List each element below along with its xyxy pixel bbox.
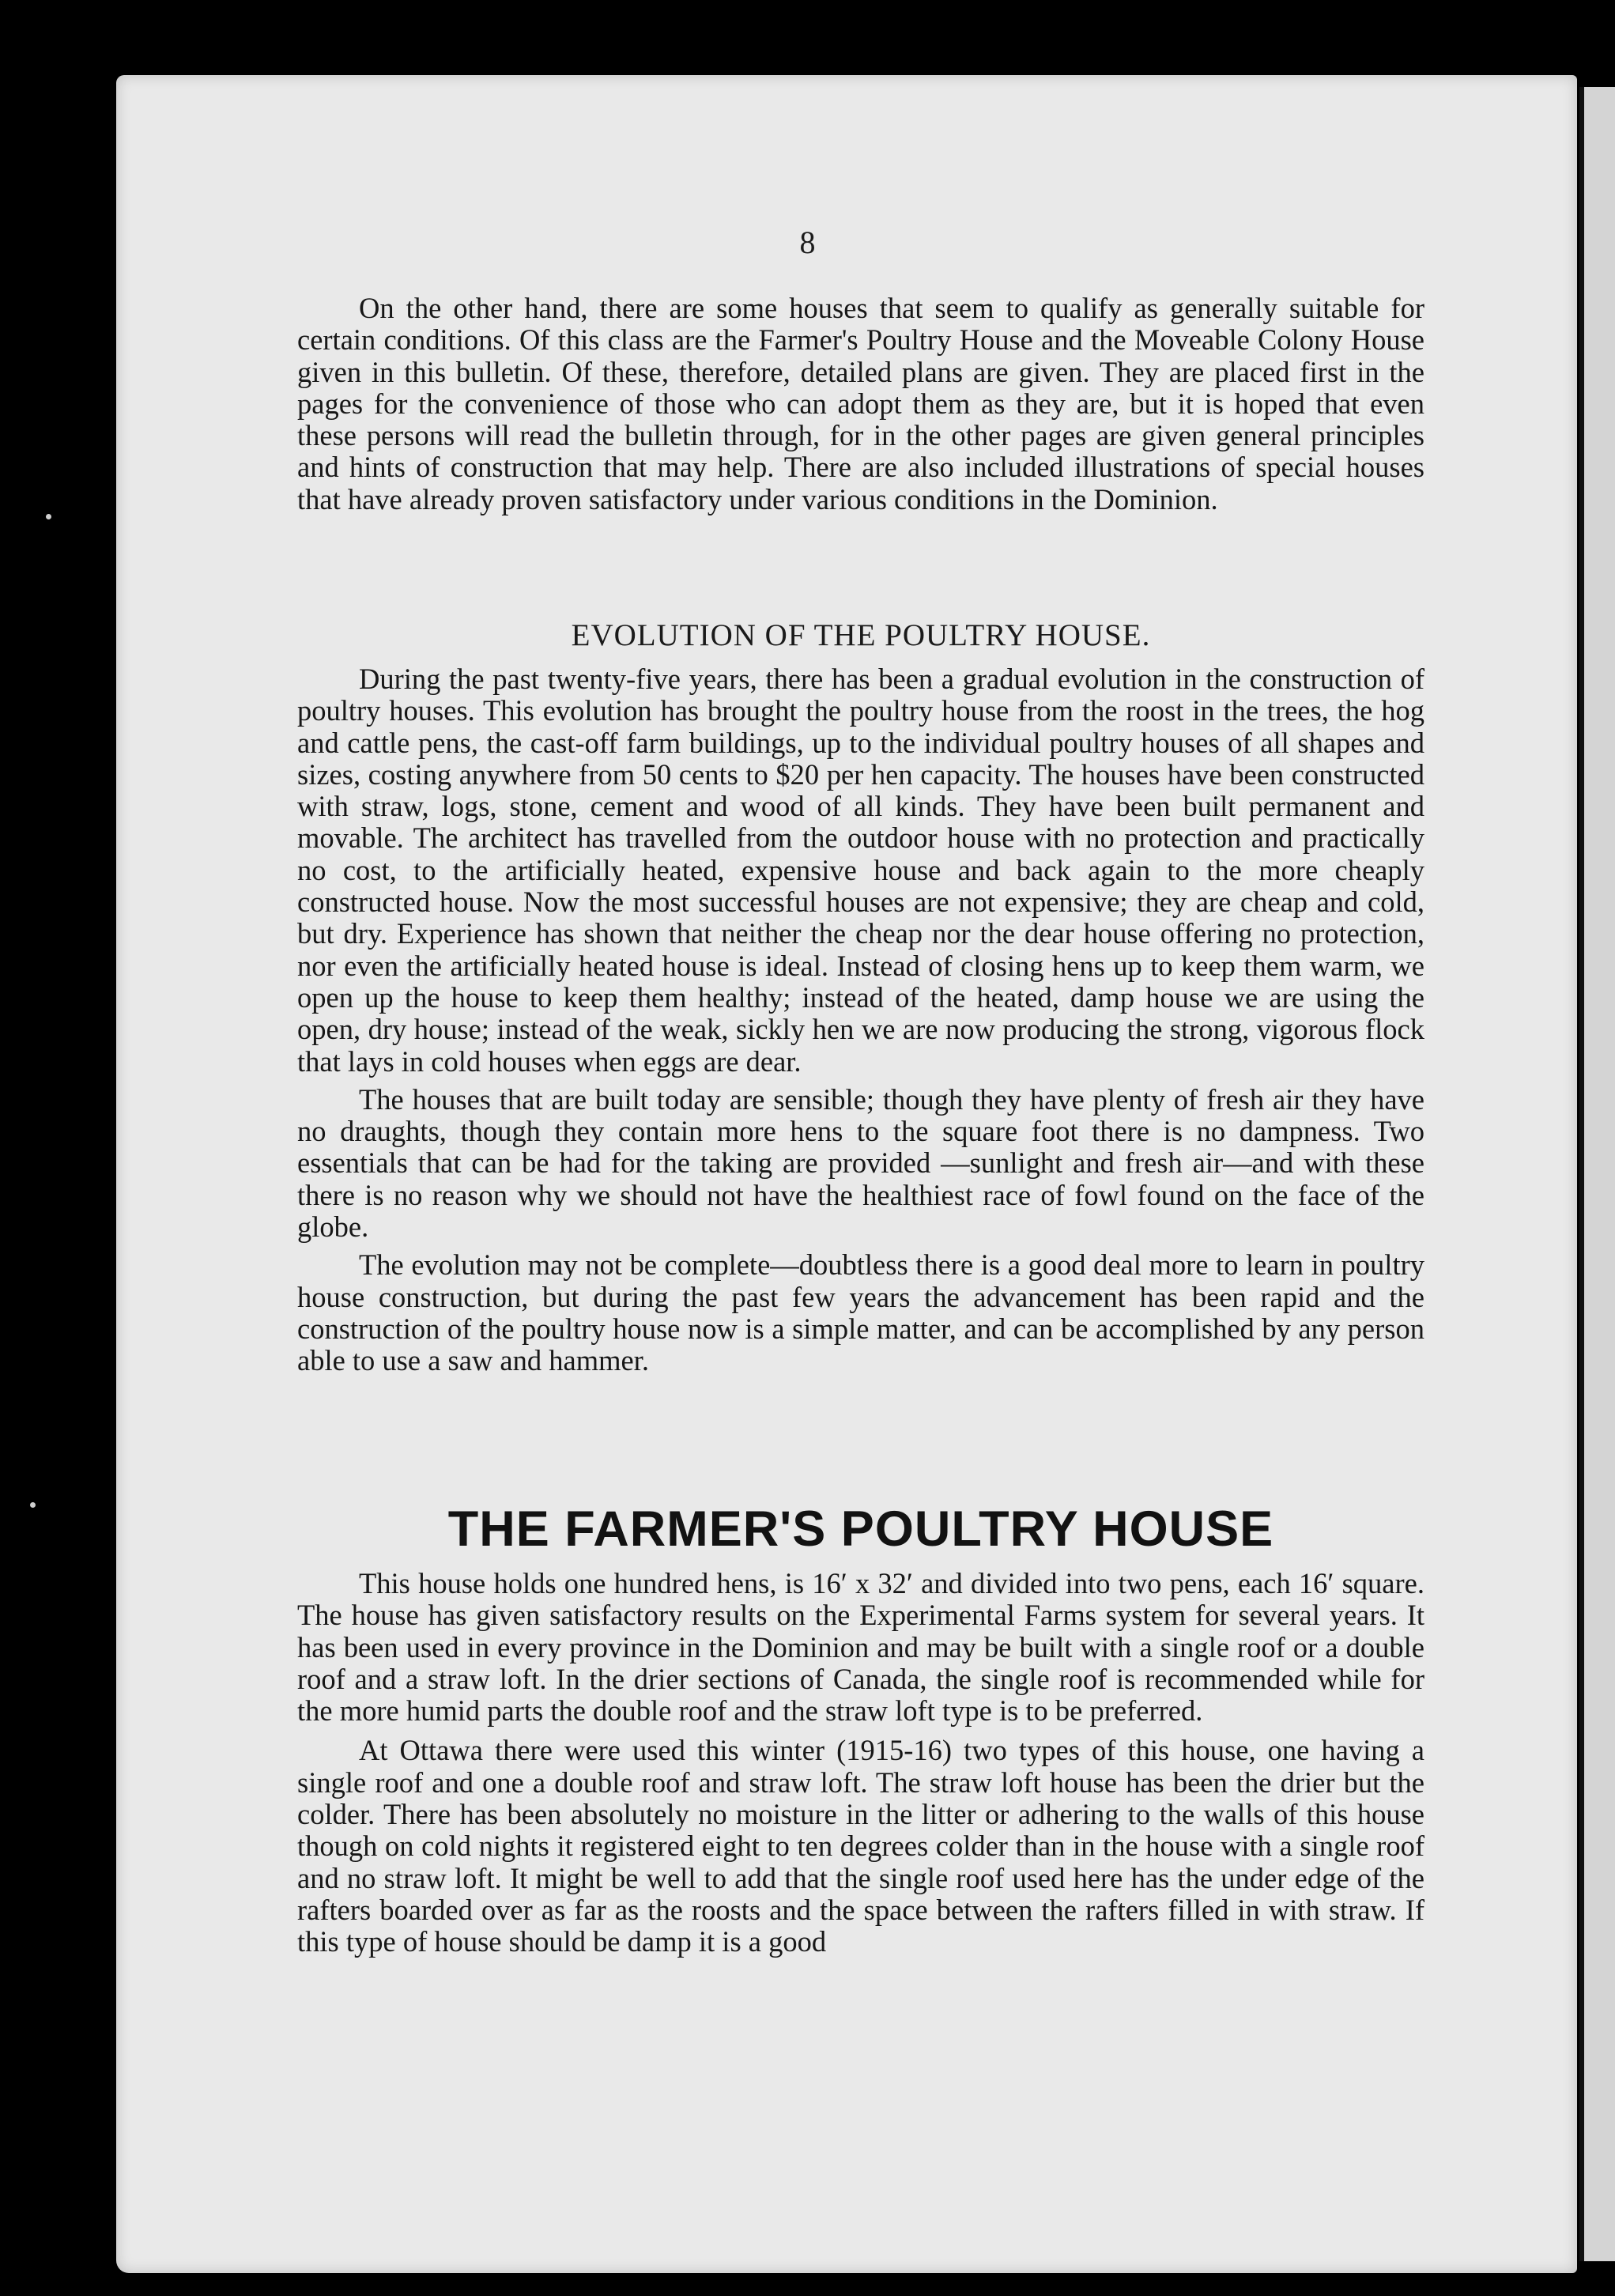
adjacent-page-edge: [1579, 87, 1615, 2261]
farmers-poultry-house-heading: THE FARMER'S POULTRY HOUSE: [447, 1501, 1274, 1557]
intro-section: [297, 293, 1424, 515]
farmers-poultry-house-section: [297, 1568, 1424, 1958]
body-paragraph: The evolution may not be complete—doubtless there is a good deal more to learn in poultry house construction, but during the past few years the advancement has been rapid and the construction of the poultry house now is a simple matter, and can be accomplished by any person able to use a saw and hammer.: [297, 1248, 1424, 1377]
body-paragraph: At Ottawa there were used this winter (1915-16) two types of this house, one having a single roof and one a double roof and straw loft. The straw loft house has been the drier but the colder. There has been absolutely no moisture in the litter or adhering to the walls of this house though on cold nights it registered eight to ten degrees colder than in the house with a single roof and no straw loft. It might be well to add that the single roof used here has the under edge of the rafters boarded over as far as the roosts and the space between the rafters filled in with straw. If this type of house should be damp it is a good: [297, 1734, 1424, 1958]
page-number: 8: [799, 225, 816, 260]
scan-speck: [30, 1502, 36, 1508]
scan-speck: [46, 514, 51, 519]
evolution-section: [297, 663, 1424, 1377]
body-paragraph: During the past twenty-five years, there has been a gradual evolution in the construction of poultry houses. This evolution has brought the poultry house from the roost in the trees, the hog and cattle pens, the cast-off farm buildings, up to the individual poultry houses of all shapes and sizes, costing anywhere from 50 cents to $20 per hen capacity. The houses have been constructed with straw, logs, stone, cement and wood of all kinds. They have been built permanent and movable. The architect has travelled from the outdoor house with no protection and practically no cost, to the artificially heated, expensive house and back again to the more cheaply constructed house. Now the most successful houses are not expensive; they are cheap and cold, but dry. Experience has shown that neither the cheap nor the dear house offering no protection, nor even the artificially heated house is ideal. Instead of closing hens up to keep them warm, we open up the house to keep them healthy; instead of the heated, damp house we are using the open, dry house; instead of the weak, sickly hen we are now producing the strong, vigorous flock that lays in cold houses when eggs are dear.: [297, 663, 1424, 1078]
evolution-section-heading: EVOLUTION OF THE POULTRY HOUSE.: [571, 618, 1151, 652]
intro-paragraph: On the other hand, there are some houses that seem to qualify as generally suitable for certain conditions. Of this class are the Farmer's Poultry House and the Moveable Colony House given in this bulletin. Of these, therefore, detailed plans are given. They are placed first in the pages for the convenience of those who can adopt them as they are, but it is hoped that even these persons will read the bulletin through, for in the other pages are given general principles and hints of construction that may help. There are also included illustrations of special houses that have already proven satisfactory under various conditions in the Dominion.: [297, 292, 1424, 515]
body-paragraph: The houses that are built today are sensible; though they have plenty of fresh air they have no draughts, though they contain more hens to the square foot there is no dampness. Two essentials that can be had for the taking are provided —sunlight and fresh air—and with these there is no reason why we should not have the healthiest race of fowl found on the face of the globe.: [297, 1082, 1424, 1244]
body-paragraph: This house holds one hundred hens, is 16′ x 32′ and divided into two pens, each 16′ square. The house has given satisfactory results on the Experimental Farms system for several years. It has been used in every province in the Dominion and may be built with a single roof or a double roof and a straw loft. In the drier sections of Canada, the single roof is recommended while for the more humid parts the double roof and the straw loft type is to be preferred.: [297, 1567, 1424, 1728]
